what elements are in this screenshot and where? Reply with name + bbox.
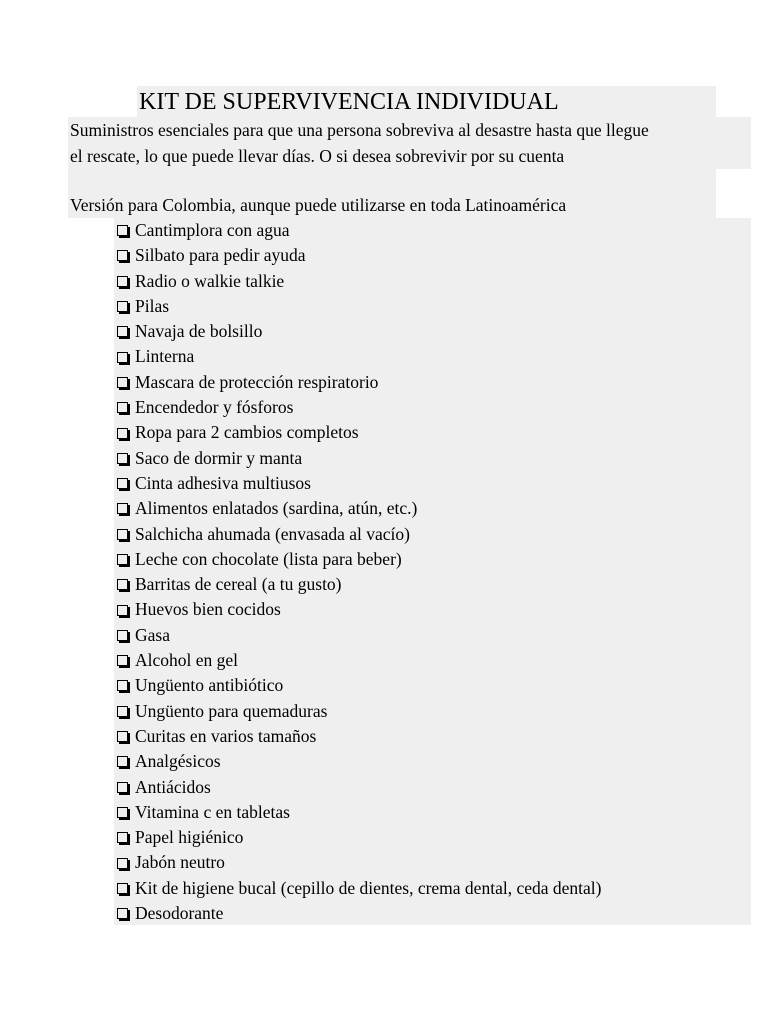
checklist-item[interactable] [117,344,601,369]
checklist-item[interactable] [117,446,601,471]
checklist-item-label: Linterna [135,346,195,367]
checklist-item[interactable] [117,572,601,597]
checkbox-square-icon[interactable] [117,908,128,919]
checklist-item-label: Desodorante [135,903,224,924]
checkbox-square-icon[interactable] [117,225,128,236]
checklist-item[interactable] [117,648,601,673]
checkbox-square-icon[interactable] [117,503,128,514]
checklist-item-label: Cantimplora con agua [135,220,290,240]
checklist-item[interactable] [117,547,601,572]
checkbox-square-icon[interactable] [117,832,128,843]
checkbox-square-icon[interactable] [117,326,128,337]
checklist-item[interactable] [117,420,601,445]
checkbox-square-icon[interactable] [117,529,128,540]
checkbox-square-icon[interactable] [117,301,128,312]
supply-checklist [117,218,601,926]
checklist-item-label: Curitas en varios tamaños [135,725,317,746]
checkbox-square-icon[interactable] [117,807,128,818]
checklist-item[interactable] [117,597,601,622]
version-note: Versión para Colombia, aunque puede utilizarse en toda Latinoamérica [70,195,567,215]
checklist-item-label: Navaja de bolsillo [135,321,263,342]
checklist-item[interactable] [117,496,601,521]
checkbox-square-icon[interactable] [117,655,128,666]
checklist-item[interactable] [117,395,601,420]
checklist-item-label: Jabón neutro [135,852,225,873]
checkbox-square-icon[interactable] [117,579,128,590]
checkbox-square-icon[interactable] [117,731,128,742]
checklist-item[interactable] [117,699,601,724]
checkbox-square-icon[interactable] [117,250,128,261]
checklist-item-label: Gasa [135,624,170,645]
checkbox-square-icon[interactable] [117,428,128,439]
checklist-item-label: Saco de dormir y manta [135,447,303,468]
checklist-item[interactable] [117,471,601,496]
checkbox-square-icon[interactable] [117,756,128,767]
checklist-item[interactable] [117,623,601,648]
checklist-item[interactable] [117,800,601,825]
checklist-item[interactable] [117,522,601,547]
checklist-item-label: Alcohol en gel [135,650,239,671]
version-highlight-gap [716,169,751,193]
checklist-item-label: Alimentos enlatados (sardina, atún, etc.) [135,498,418,519]
checklist-item-label: Barritas de cereal (a tu gusto) [135,574,342,595]
checklist-item-label: Radio o walkie talkie [135,270,285,291]
checklist-item[interactable] [117,370,601,395]
checklist-item-label: Leche con chocolate (lista para beber) [135,548,402,569]
checklist-item[interactable] [117,243,601,268]
checklist-item[interactable] [117,218,601,243]
checkbox-square-icon[interactable] [117,554,128,565]
intro-paragraph [70,118,649,169]
checklist-item[interactable] [117,724,601,749]
checkbox-square-icon[interactable] [117,377,128,388]
checkbox-square-icon[interactable] [117,402,128,413]
checklist-item[interactable] [117,876,601,901]
checkbox-square-icon[interactable] [117,883,128,894]
checklist-item-label: Kit de higiene bucal (cepillo de dientes, crema dental, ceda dental) [135,877,602,898]
checklist-item-label: Antiácidos [135,776,211,797]
checklist-item-label: Analgésicos [135,751,221,772]
checklist-item-label: Encendedor y fósforos [135,397,294,418]
checklist-item[interactable] [117,825,601,850]
checkbox-square-icon[interactable] [117,352,128,363]
checkbox-square-icon[interactable] [117,276,128,287]
checkbox-square-icon[interactable] [117,858,128,869]
checklist-item-label: Mascara de protección respiratorio [135,371,379,392]
checkbox-square-icon[interactable] [117,680,128,691]
checkbox-square-icon[interactable] [117,453,128,464]
checkbox-square-icon[interactable] [117,478,128,489]
checklist-item-label: Ungüento antibiótico [135,675,284,696]
checklist-item-label: Cinta adhesiva multiusos [135,472,311,493]
checklist-item[interactable] [117,269,601,294]
checklist-item[interactable] [117,749,601,774]
checklist-item-label: Salchicha ahumada (envasada al vacío) [135,523,411,544]
document-title: KIT DE SUPERVIVENCIA INDIVIDUAL [139,89,559,115]
checklist-item[interactable] [117,850,601,875]
checkbox-square-icon[interactable] [117,630,128,641]
checklist-item-label: Huevos bien cocidos [135,599,281,620]
checklist-item-label: Pilas [135,295,170,316]
intro-line-1: Suministros esenciales para que una persona sobreviva al desastre hasta que llegue [70,120,649,140]
checklist-item[interactable] [117,775,601,800]
checklist-item[interactable] [117,294,601,319]
checklist-item-label: Silbato para pedir ayuda [135,245,306,266]
checklist-item-label: Ropa para 2 cambios completos [135,422,359,443]
checklist-item[interactable] [117,901,601,926]
checklist-item-label: Vitamina c en tabletas [135,801,290,822]
checkbox-square-icon[interactable] [117,605,128,616]
checklist-item-label: Papel higiénico [135,827,244,848]
checkbox-square-icon[interactable] [117,706,128,717]
checklist-item[interactable] [117,319,601,344]
checklist-item-label: Ungüento para quemaduras [135,700,328,721]
checklist-item[interactable] [117,673,601,698]
checkbox-square-icon[interactable] [117,782,128,793]
intro-line-2: el rescate, lo que puede llevar días. O si desea sobrevivir por su cuenta [70,145,565,166]
